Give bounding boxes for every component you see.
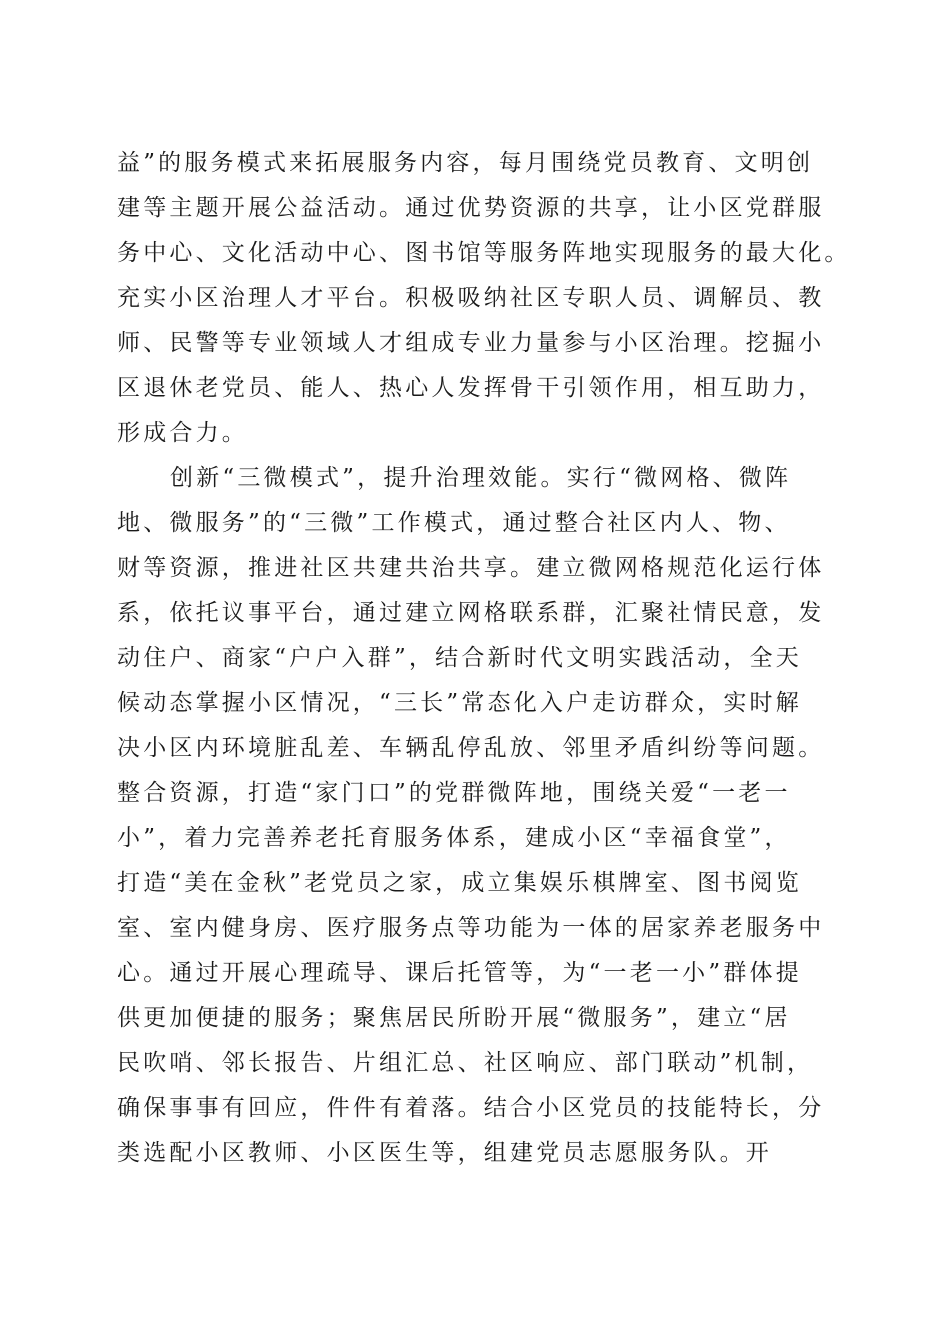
paragraph-2-line: 地、微服务”的“三微”工作模式，通过整合社区内人、物、 bbox=[117, 510, 791, 536]
paragraph-1-line: 务中心、文化活动中心、图书馆等服务阵地实现服务的最大化。 bbox=[117, 240, 851, 266]
paragraph-2-line: 决小区内环境脏乱差、车辆乱停乱放、邻里矛盾纠纷等问题。 bbox=[117, 735, 825, 761]
paragraph-2-line: 动住户、商家“户户入群”，结合新时代文明实践活动，全天 bbox=[117, 645, 802, 671]
paragraph-1-line: 建等主题开展公益活动。通过优势资源的共享，让小区党群服 bbox=[117, 195, 825, 221]
paragraph-1-line: 充实小区治理人才平台。积极吸纳社区专职人员、调解员、教 bbox=[117, 285, 825, 311]
paragraph-2-line: 打造“美在金秋”老党员之家，成立集娱乐棋牌室、图书阅览 bbox=[117, 870, 802, 896]
paragraph-2-line: 财等资源，推进社区共建共治共享。建立微网格规范化运行体 bbox=[117, 555, 825, 581]
paragraph-2-line: 心。通过开展心理疏导、课后托管等，为“一老一小”群体提 bbox=[117, 960, 802, 986]
paragraph-2-line: 室、室内健身房、医疗服务点等功能为一体的居家养老服务中 bbox=[117, 915, 825, 941]
paragraph-2-line: 类选配小区教师、小区医生等，组建党员志愿服务队。开 bbox=[117, 1140, 772, 1166]
paragraph-2-line: 确保事事有回应，件件有着落。结合小区党员的技能特长，分 bbox=[117, 1095, 825, 1121]
paragraph-2-line: 民吹哨、邻长报告、片组汇总、社区响应、部门联动”机制， bbox=[117, 1050, 814, 1076]
paragraph-1-line: 形成合力。 bbox=[117, 420, 248, 446]
paragraph-1-line: 师、民警等专业领域人才组成专业力量参与小区治理。挖掘小 bbox=[117, 330, 825, 356]
paragraph-2-line: 系，依托议事平台，通过建立网格联系群，汇聚社情民意，发 bbox=[117, 600, 825, 626]
paragraph-2-line: 创新“三微模式”，提升治理效能。实行“微网格、微阵 bbox=[170, 465, 792, 491]
paragraph-2-line: 小”，着力完善养老托育服务体系，建成小区“幸福食堂”， bbox=[117, 825, 791, 851]
paragraph-1-line: 益”的服务模式来拓展服务内容，每月围绕党员教育、文明创 bbox=[117, 150, 814, 176]
paragraph-1-line: 区退休老党员、能人、热心人发挥骨干引领作用，相互助力， bbox=[117, 375, 825, 401]
paragraph-2-line: 候动态掌握小区情况，“三长”常态化入户走访群众，实时解 bbox=[117, 690, 802, 716]
paragraph-2-line: 供更加便捷的服务；聚焦居民所盼开展“微服务”，建立“居 bbox=[117, 1005, 791, 1031]
paragraph-2-line: 整合资源，打造“家门口”的党群微阵地，围绕关爱“一老一 bbox=[117, 780, 791, 806]
